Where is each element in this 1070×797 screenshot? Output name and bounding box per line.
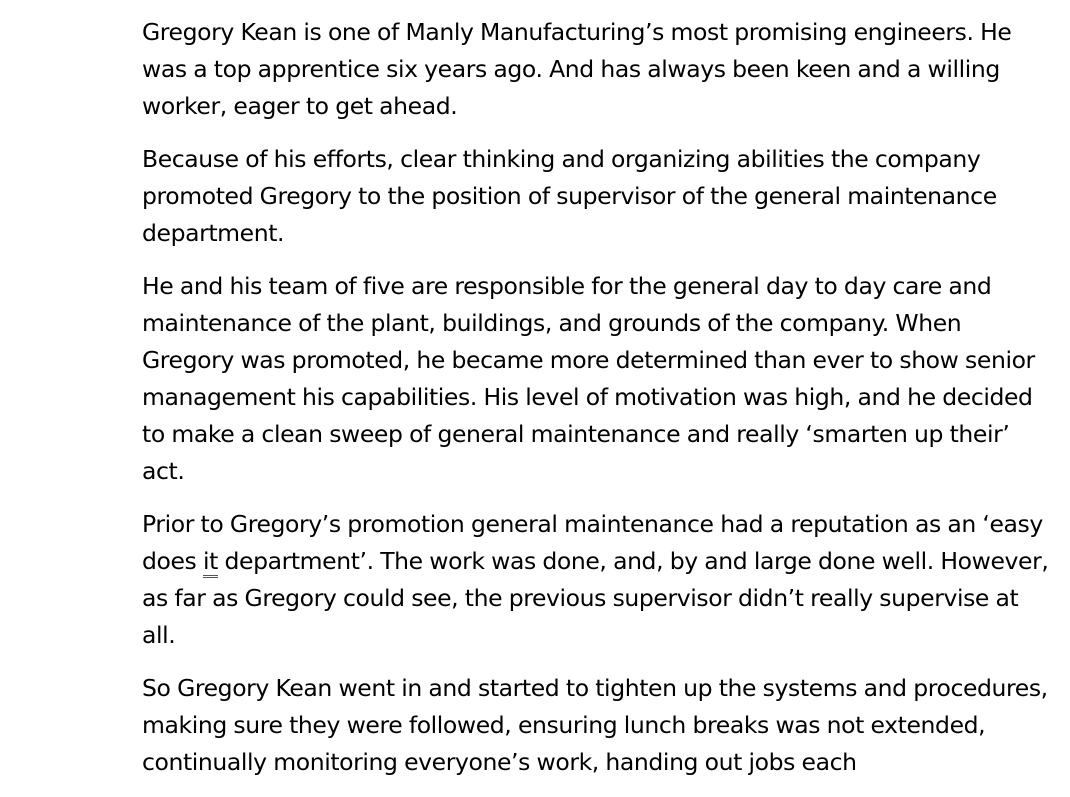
document-body[interactable]: [142, 14, 1057, 797]
grammar-flagged-word[interactable]: it: [203, 547, 218, 578]
paragraph-2: Because of his efforts, clear thinking and organizing abilities the company promoted Gregory to the position of supervisor of the general maintenance department.: [142, 145, 997, 247]
paragraph-1: Gregory Kean is one of Manly Manufacturing’s most promising engineers. He was a top apprentice six years ago. And has always been keen and a willing worker, eager to get ahead.: [142, 18, 1012, 120]
paragraph-3: He and his team of five are responsible for the general day to day care and maintenance of the plant, buildings, and grounds of the company. When Gregory was promoted, he became more determined than ever to show senior management his capabilities. His level of motivation was high, and he decided to make a clean sweep of general maintenance and really ‘smarten up their’ act.: [142, 272, 1035, 485]
paragraph-4: [142, 506, 1057, 654]
paragraph-5: So Gregory Kean went in and started to tighten up the systems and procedures, making sure they were followed, ensuring lunch breaks was not extended, continually monitoring everyone’s work, handing out jobs each: [142, 674, 1048, 776]
paragraph-4-text-after: department’. The work was done, and, by and large done well. However, as far as Gregory could see, the previous supervisor didn’t really supervise at all.: [142, 547, 1049, 649]
paragraph-4-text-before: Prior to Gregory’s promotion general maintenance had a reputation as an ‘easy does: [142, 510, 1043, 575]
